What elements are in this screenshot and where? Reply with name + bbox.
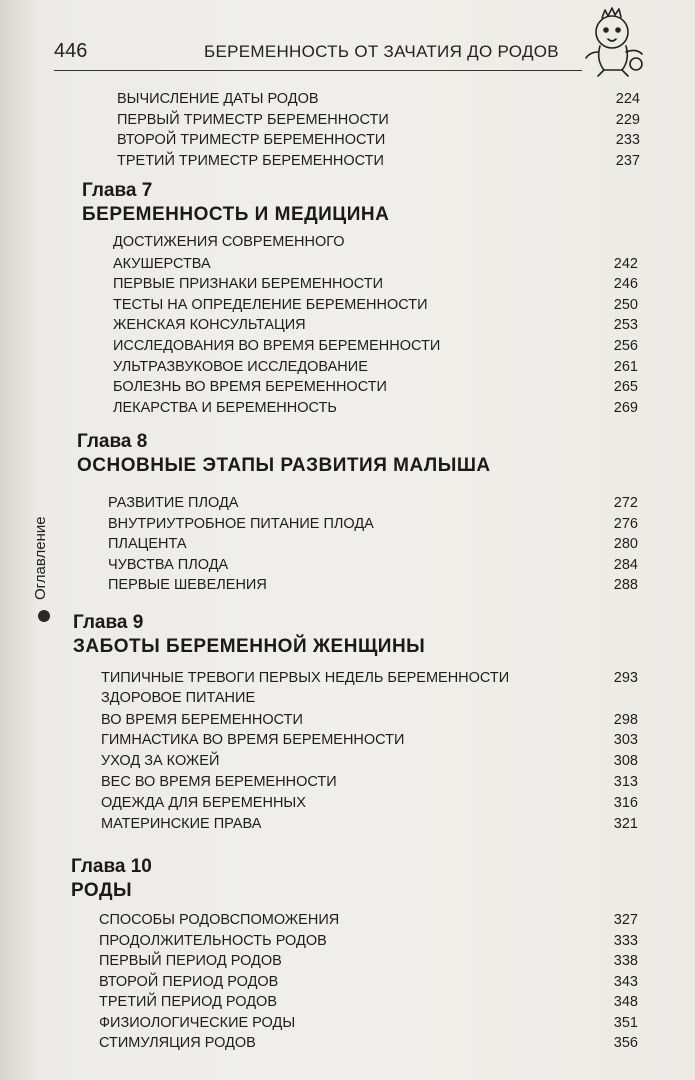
toc-entry[interactable] <box>101 752 638 770</box>
side-section-tab <box>26 480 66 630</box>
toc-entry-title: ПЕРВЫЕ ПРИЗНАКИ БЕРЕМЕННОСТИ <box>113 276 384 293</box>
toc-entry-page: 253 <box>613 317 638 334</box>
toc-entry-page: 280 <box>613 536 638 553</box>
toc-entry-title-continued: ВО ВРЕМЯ БЕРЕМЕННОСТИ <box>101 711 303 728</box>
toc-entry-title: УЛЬТРАЗВУКОВОЕ ИССЛЕДОВАНИЕ <box>113 358 368 375</box>
toc-entry-title: ТЕСТЫ НА ОПРЕДЕЛЕНИЕ БЕРЕМЕННОСТИ <box>113 296 428 313</box>
toc-entry-title: ФИЗИОЛОГИЧЕСКИЕ РОДЫ <box>99 1014 296 1031</box>
chapter-number: Глава 10 <box>71 856 152 877</box>
toc-entry-page: 338 <box>613 953 638 969</box>
toc-entry[interactable] <box>113 399 638 417</box>
toc-entry[interactable] <box>113 296 638 314</box>
bullet-dot-icon <box>38 610 50 622</box>
toc-entry-title: ПЕРВЫЙ ТРИМЕСТР БЕРЕМЕННОСТИ <box>117 111 389 128</box>
toc-entry[interactable] <box>101 794 638 812</box>
toc-entry-title: ПРОДОЛЖИТЕЛЬНОСТЬ РОДОВ <box>99 932 327 949</box>
toc-entry[interactable] <box>101 711 638 729</box>
toc-entry-page: 298 <box>613 711 638 728</box>
toc-entry-title: ВЫЧИСЛЕНИЕ ДАТЫ РОДОВ <box>117 91 319 107</box>
toc-entry-page: 250 <box>613 296 638 313</box>
toc-entry[interactable] <box>117 111 640 129</box>
toc-entry-page: 242 <box>613 255 638 272</box>
chapter-number: Глава 9 <box>73 612 144 633</box>
toc-entry[interactable] <box>101 773 638 791</box>
toc-entry-page: 313 <box>613 774 638 790</box>
toc-entry-page: 284 <box>613 556 638 573</box>
toc-entry-page: 229 <box>615 111 640 128</box>
toc-entry-page: 269 <box>613 399 638 416</box>
chapter-title: ОСНОВНЫЕ ЭТАПЫ РАЗВИТИЯ МАЛЫША <box>77 455 491 476</box>
toc-entry-page: 265 <box>613 379 638 396</box>
running-title: БЕРЕМЕННОСТЬ ОТ ЗАЧАТИЯ ДО РОДОВ <box>204 42 559 61</box>
toc-entry-page: 272 <box>613 495 638 511</box>
toc-entry-title: ЛЕКАРСТВА И БЕРЕМЕННОСТЬ <box>113 399 337 416</box>
toc-entry-page: 327 <box>613 912 638 928</box>
toc-entry-page: 351 <box>613 1014 638 1031</box>
chapter-number: Глава 7 <box>82 180 153 201</box>
toc-entry-title: ВЕС ВО ВРЕМЯ БЕРЕМЕННОСТИ <box>101 774 337 790</box>
toc-entry-title: ЧУВСТВА ПЛОДА <box>108 556 229 573</box>
toc-entry[interactable] <box>113 275 638 293</box>
toc-entry-page: 348 <box>613 994 638 1010</box>
toc-entry-title: ЖЕНСКАЯ КОНСУЛЬТАЦИЯ <box>113 317 306 334</box>
toc-entry[interactable] <box>99 993 638 1011</box>
toc-entry-title: УХОД ЗА КОЖЕЙ <box>101 753 220 770</box>
toc-entry-title: ТРЕТИЙ ПЕРИОД РОДОВ <box>99 994 278 1010</box>
toc-entry-page: 333 <box>613 932 638 949</box>
toc-entry-title: ОДЕЖДА ДЛЯ БЕРЕМЕННЫХ <box>101 794 306 811</box>
chapter-number: Глава 8 <box>77 431 148 452</box>
toc-entry[interactable] <box>99 1014 638 1032</box>
chapter-title: ЗАБОТЫ БЕРЕМЕННОЙ ЖЕНЩИНЫ <box>73 636 426 657</box>
toc-entry-title: ВНУТРИУТРОБНОЕ ПИТАНИЕ ПЛОДА <box>108 515 374 532</box>
toc-entry-page: 321 <box>613 815 638 832</box>
toc-entry[interactable] <box>113 255 638 273</box>
toc-entry-page: 288 <box>613 577 638 594</box>
toc-entry-title: ПЕРВЫЙ ПЕРИОД РОДОВ <box>99 953 282 969</box>
toc-entry[interactable] <box>99 1034 638 1052</box>
toc-entry[interactable] <box>108 494 638 512</box>
toc-entry-title: МАТЕРИНСКИЕ ПРАВА <box>101 815 262 832</box>
dot-leader <box>267 835 610 853</box>
toc-entry-page: 237 <box>615 152 640 169</box>
toc-entry[interactable] <box>99 932 638 950</box>
dot-leader <box>343 419 611 437</box>
toc-entry-title: ТРЕТИЙ ТРИМЕСТР БЕРЕМЕННОСТИ <box>117 152 384 169</box>
toc-entry-page: 303 <box>613 732 638 749</box>
toc-entry-page: 261 <box>613 358 638 375</box>
toc-entry-title: СПОСОБЫ РОДОВСПОМОЖЕНИЯ <box>99 912 340 928</box>
toc-entry[interactable] <box>117 90 640 108</box>
toc-entry-title: БОЛЕЗНЬ ВО ВРЕМЯ БЕРЕМЕННОСТИ <box>113 379 387 396</box>
toc-entry-page: 356 <box>613 1035 638 1051</box>
toc-entry-title-continued: АКУШЕРСТВА <box>113 255 211 272</box>
toc-entry-title: РАЗВИТИЕ ПЛОДА <box>108 495 239 511</box>
side-tab-label: Оглавление <box>32 516 49 600</box>
toc-entry[interactable] <box>101 815 638 833</box>
dot-leader <box>390 172 613 190</box>
toc-entry-page: 316 <box>613 794 638 811</box>
toc-entry-title: ПЕРВЫЕ ШЕВЕЛЕНИЯ <box>108 577 267 594</box>
toc-entry[interactable] <box>113 378 638 396</box>
toc-entry[interactable] <box>99 952 638 970</box>
baby-mascot-icon <box>578 6 658 78</box>
toc-entry-page: 293 <box>613 670 638 686</box>
toc-entry-title: ВТОРОЙ ПЕРИОД РОДОВ <box>99 973 279 990</box>
toc-entry[interactable] <box>117 152 640 170</box>
toc-entry[interactable] <box>99 911 638 929</box>
toc-entry-page: 224 <box>615 91 640 107</box>
dot-leader <box>262 1055 611 1073</box>
toc-entry-page: 256 <box>613 338 638 354</box>
toc-entry-title: ТИПИЧНЫЕ ТРЕВОГИ ПЕРВЫХ НЕДЕЛЬ БЕРЕМЕННОСТИ <box>101 670 510 686</box>
toc-entry[interactable] <box>108 556 638 574</box>
toc-entry-title: СТИМУЛЯЦИЯ РОДОВ <box>99 1035 256 1051</box>
dot-leader <box>273 597 611 615</box>
toc-entry-title[interactable]: ДОСТИЖЕНИЯ СОВРЕМЕННОГО <box>113 234 345 250</box>
toc-entry[interactable] <box>108 515 638 533</box>
toc-entry-title: ВТОРОЙ ТРИМЕСТР БЕРЕМЕННОСТИ <box>117 132 386 148</box>
toc-entry[interactable] <box>99 973 638 991</box>
toc-entry-title[interactable]: ЗДОРОВОЕ ПИТАНИЕ <box>101 689 256 706</box>
toc-entry-page: 246 <box>613 276 638 293</box>
toc-entry-title: ПЛАЦЕНТА <box>108 536 187 553</box>
toc-entry-page: 233 <box>615 132 640 148</box>
page-number: 446 <box>54 40 88 62</box>
toc-entry[interactable] <box>113 316 638 334</box>
toc-entry[interactable] <box>101 731 638 749</box>
chapter-title: БЕРЕМЕННОСТЬ И МЕДИЦИНА <box>82 204 390 225</box>
toc-entry[interactable] <box>113 358 638 376</box>
toc-entry-title: ИССЛЕДОВАНИЯ ВО ВРЕМЯ БЕРЕМЕННОСТИ <box>113 338 441 354</box>
toc-entry[interactable] <box>113 337 638 355</box>
page-header <box>54 36 582 71</box>
toc-entry-title: ГИМНАСТИКА ВО ВРЕМЯ БЕРЕМЕННОСТИ <box>101 732 405 749</box>
toc-entry[interactable] <box>108 535 638 553</box>
toc-entry[interactable] <box>101 669 638 687</box>
toc-entry-page: 308 <box>613 753 638 770</box>
chapter-title: РОДЫ <box>71 880 133 901</box>
toc-entry-page: 276 <box>613 515 638 532</box>
toc-entry[interactable] <box>117 131 640 149</box>
toc-entry[interactable] <box>108 576 638 594</box>
toc-entry-page: 343 <box>613 973 638 990</box>
